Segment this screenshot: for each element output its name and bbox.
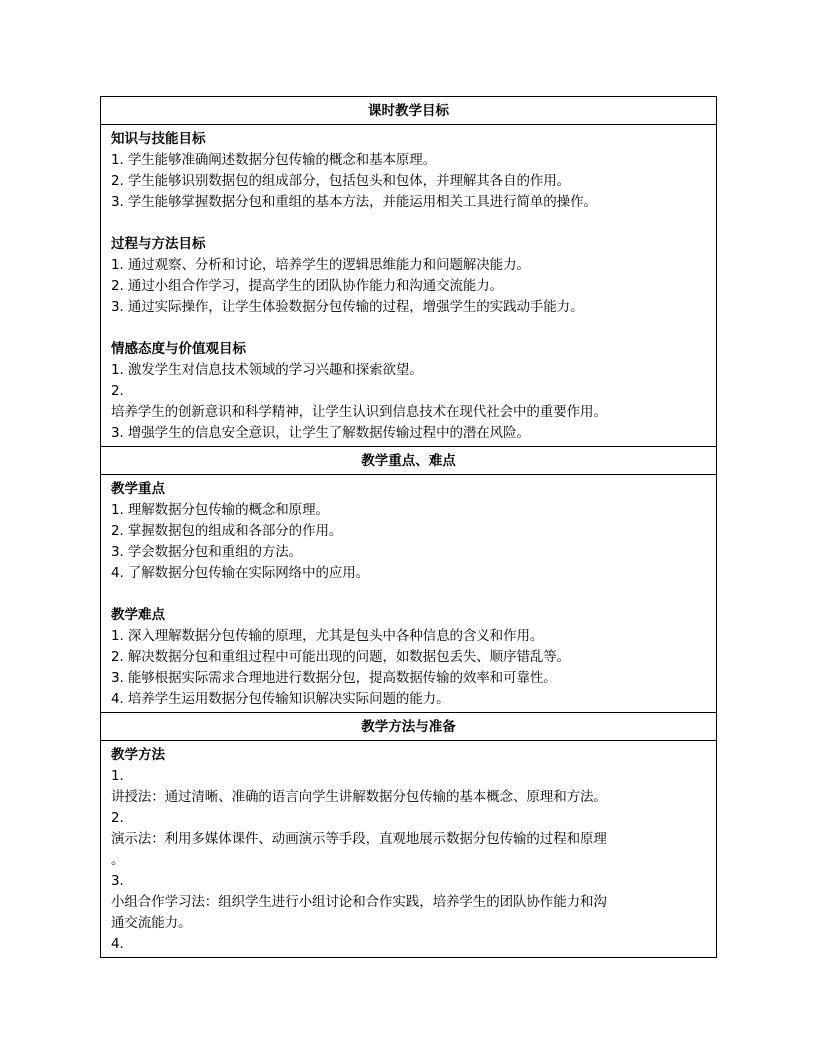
list-item: 2. 解决数据分包和重组过程中可能出现的问题，如数据包丢失、顺序错乱等。 [111, 649, 571, 665]
lesson-plan-table [100, 96, 717, 958]
list-item: 1. 学生能够准确阐述数据分包传输的概念和基本原理。 [111, 152, 437, 168]
list-item: 演示法：利用多媒体课件、动画演示等手段，直观地展示数据分包传输的过程和原理 [111, 831, 607, 847]
group-title: 知识与技能目标 [111, 131, 206, 147]
group-title: 教学方法 [111, 747, 165, 763]
group-title: 过程与方法目标 [111, 236, 206, 252]
list-item: 小组合作学习法：组织学生进行小组讨论和合作实践，培养学生的团队协作能力和沟 [111, 894, 607, 910]
list-item: 。 [111, 852, 125, 868]
list-item: 2. 通过小组合作学习，提高学生的团队协作能力和沟通交流能力。 [111, 278, 504, 294]
section-header-objectives: 课时教学目标 [101, 96, 716, 125]
list-item: 1. 激发学生对信息技术领域的学习兴趣和探索欲望。 [111, 362, 423, 378]
list-item: 2. [111, 383, 124, 399]
list-item: 3. 学生能够掌握数据分包和重组的基本方法，并能运用相关工具进行简单的操作。 [111, 194, 597, 210]
list-item: 通交流能力。 [111, 915, 192, 931]
list-item: 4. 了解数据分包传输在实际网络中的应用。 [111, 565, 370, 581]
list-item: 1. 通过观察、分析和讨论，培养学生的逻辑思维能力和问题解决能力。 [111, 257, 530, 273]
list-item: 2. [111, 810, 124, 826]
list-item: 2. 学生能够识别数据包的组成部分，包括包头和包体，并理解其各自的作用。 [111, 173, 571, 189]
section-header-methods: 教学方法与准备 [101, 712, 716, 741]
list-item: 3. 增强学生的信息安全意识，让学生了解数据传输过程中的潜在风险。 [111, 425, 530, 441]
section-body-methods [101, 741, 716, 957]
group-title: 情感态度与价值观目标 [111, 341, 246, 357]
list-item: 3. 学会数据分包和重组的方法。 [111, 544, 303, 560]
list-item: 3. [111, 873, 124, 889]
spacer [111, 213, 707, 234]
list-item: 讲授法：通过清晰、准确的语言向学生讲解数据分包传输的基本概念、原理和方法。 [111, 789, 607, 805]
section-body-key-points [101, 475, 716, 712]
list-item: 1. [111, 768, 124, 784]
list-item: 1. 理解数据分包传输的概念和原理。 [111, 502, 329, 518]
list-item: 1. 深入理解数据分包传输的原理，尤其是包头中各种信息的含义和作用。 [111, 628, 544, 644]
spacer [111, 318, 707, 339]
list-item: 3. 通过实际操作，让学生体验数据分包传输的过程，增强学生的实践动手能力。 [111, 299, 584, 315]
list-item: 4. [111, 936, 124, 952]
list-item: 4. 培养学生运用数据分包传输知识解决实际问题的能力。 [111, 691, 450, 707]
section-body-objectives [101, 125, 716, 446]
list-item: 2. 掌握数据包的组成和各部分的作用。 [111, 523, 343, 539]
list-item: 3. 能够根据实际需求合理地进行数据分包，提高数据传输的效率和可靠性。 [111, 670, 557, 686]
section-header-key-points: 教学重点、难点 [101, 446, 716, 475]
spacer [111, 584, 707, 605]
group-title: 教学难点 [111, 607, 165, 623]
group-title: 教学重点 [111, 481, 165, 497]
list-item: 培养学生的创新意识和科学精神，让学生认识到信息技术在现代社会中的重要作用。 [111, 404, 607, 420]
